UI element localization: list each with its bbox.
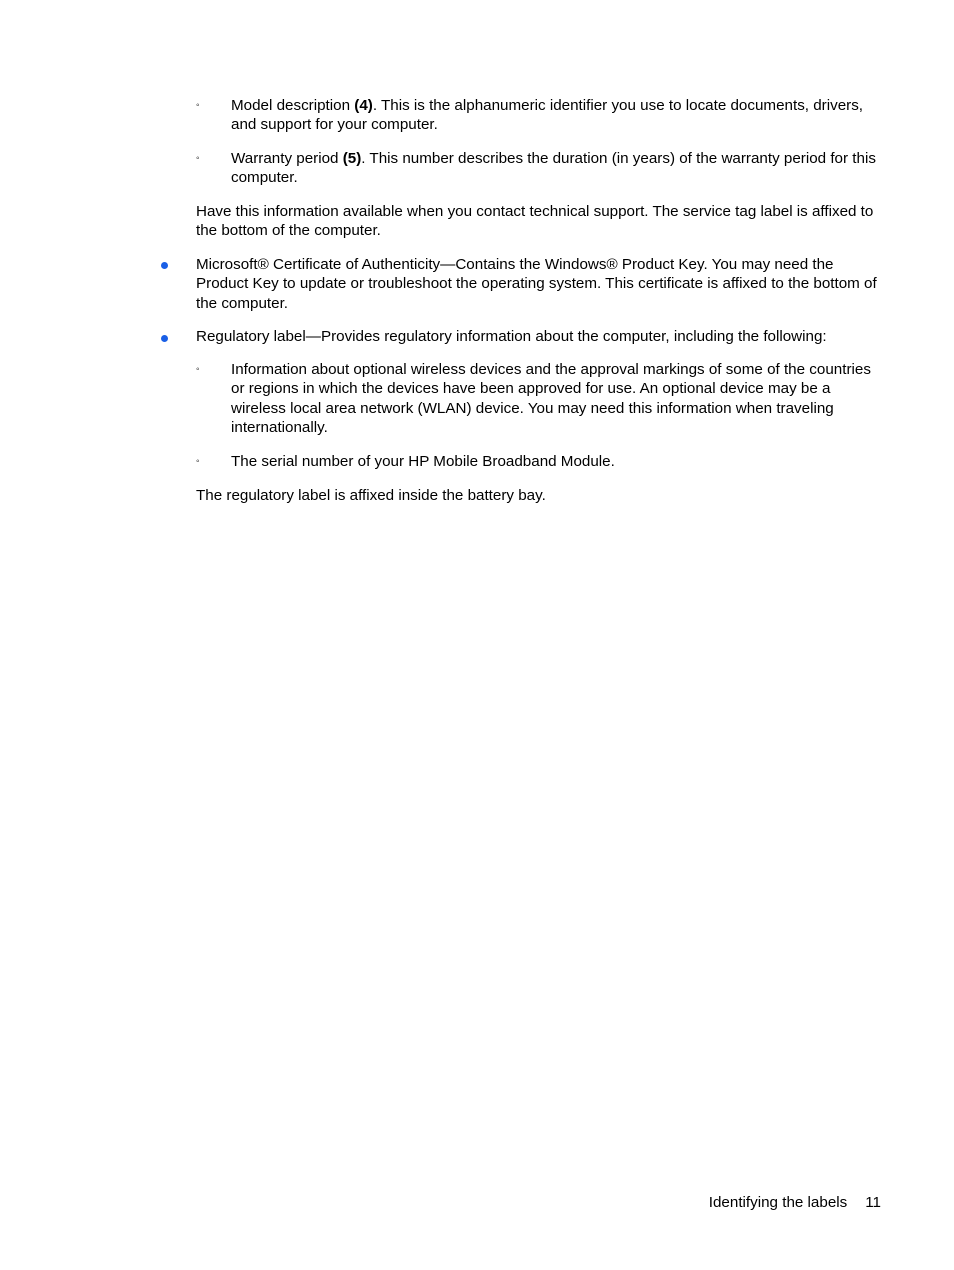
model-description-text: . This is the alphanumeric identifier you use to locate documents, drivers, and support for your computer. <box>231 97 864 134</box>
sub-bullet-marker: ◦ <box>196 456 200 467</box>
wireless-info-item: Information about optional wireless devices and the approval markings of some of the countries or regions in which the devices have been approved for use. An optional device may be a wireless local area network (WLAN) device. You may need this information when traveling internationally. <box>231 361 871 436</box>
sub-bullet-marker: ◦ <box>196 153 200 164</box>
bullet-dot <box>161 262 168 269</box>
serial-number-item: The serial number of your HP Mobile Broadband Module. <box>231 453 615 470</box>
regulatory-note: The regulatory label is affixed inside the battery bay. <box>196 487 546 504</box>
model-description-ref: (4) <box>354 97 373 114</box>
model-description-item <box>231 96 886 135</box>
footer-section-title: Identifying the labels <box>708 1194 848 1211</box>
warranty-period-item <box>231 149 886 188</box>
warranty-period-text: . This number describes the duration (in years) of the warranty period for this computer. <box>231 150 876 187</box>
regulatory-item: Regulatory label—Provides regulatory information about the computer, including the following: <box>196 328 827 345</box>
page-number: 11 <box>865 1194 881 1211</box>
bullet-dot <box>161 335 168 342</box>
warranty-period-lead: Warranty period <box>231 150 343 167</box>
warranty-period-ref: (5) <box>342 150 362 167</box>
service-tag-note: Have this information available when you contact technical support. The service tag label is affixed to the bottom of the computer. <box>196 203 874 240</box>
coa-item: Microsoft® Certificate of Authenticity—Contains the Windows® Product Key. You may need the Product Key to update or troubleshoot the operating system. This certificate is affixed to the bottom of the computer. <box>196 256 877 312</box>
model-description-lead: Model description <box>231 97 355 114</box>
page-footer <box>0 1193 881 1212</box>
sub-bullet-marker: ◦ <box>196 100 200 111</box>
sub-bullet-marker: ◦ <box>196 364 200 375</box>
